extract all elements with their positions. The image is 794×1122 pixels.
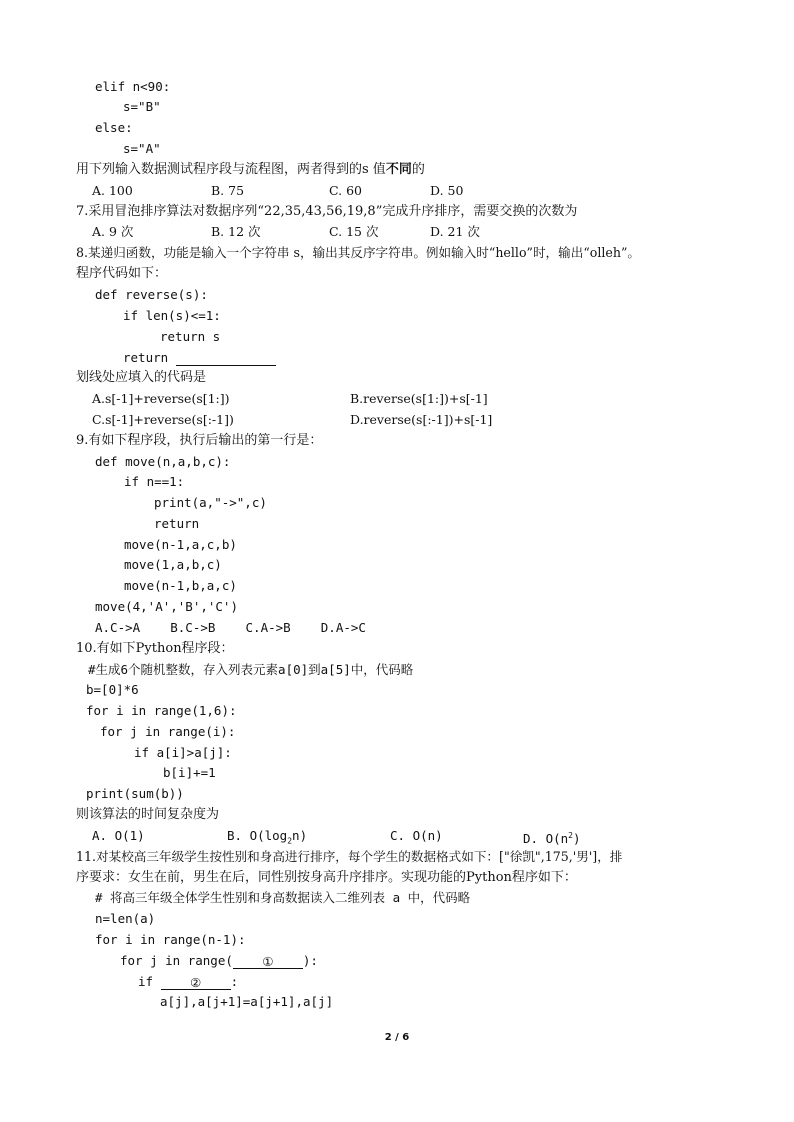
question-9-options: A.C->A B.C->B C.A->B D.A->C	[95, 620, 366, 635]
option-c: C. 15 次	[329, 224, 379, 239]
question-10-stem: 10.有如下Python程序段：	[76, 641, 234, 656]
answer-blank-2: ②	[161, 975, 231, 990]
code-line: else:	[95, 120, 133, 135]
option-c: C. O(n)	[390, 828, 443, 843]
code-line: if a[i]>a[j]:	[134, 745, 232, 760]
question-8-stem: 8.某递归函数，功能是输入一个字符串 s，输出其反序字符串。例如输入时“hello”时，输出“olleh”。	[76, 245, 641, 260]
page-number: 2 / 6	[384, 1032, 410, 1043]
code-line: n=len(a)	[95, 911, 156, 926]
question-9-stem: 9.有如下程序段，执行后输出的第一行是：	[76, 433, 323, 448]
code-line: if n==1:	[124, 474, 185, 489]
code-line: for j in range(i):	[100, 724, 236, 739]
code-line: def reverse(s):	[95, 287, 208, 302]
code-line: b=[0]*6	[86, 682, 139, 697]
option-d: D. 21 次	[430, 224, 480, 239]
option-c: C. 60	[329, 183, 362, 198]
question-6-stem: 用下列输入数据测试程序段与流程图，两者得到的s 值不同的	[76, 162, 425, 177]
question-11-stem-cont: 序要求：女生在前，男生在后，同性别按身高升序排序。实现功能的Python程序如下：	[76, 870, 577, 885]
code-line: move(n-1,a,c,b)	[124, 537, 237, 552]
code-line: return	[154, 516, 200, 531]
option-b: B.reverse(s[1:])+s[-1]	[350, 391, 488, 406]
answer-blank	[176, 351, 276, 366]
code-line: print(sum(b))	[86, 786, 184, 801]
answer-blank-1: ①	[233, 954, 303, 969]
code-comment: #生成6个随机整数，存入列表元素a[0]到a[5]中，代码略	[88, 662, 414, 677]
question-8-stem-cont: 程序代码如下：	[76, 266, 168, 281]
option-c: C.s[-1]+reverse(s[:-1])	[92, 412, 234, 427]
code-line: for j in range( ① ):	[120, 953, 318, 969]
option-a: A.s[-1]+reverse(s[1:])	[92, 391, 230, 406]
question-10-prompt: 则该算法的时间复杂度为	[76, 807, 220, 822]
option-d: D. 50	[430, 183, 464, 198]
code-line: return	[123, 350, 276, 366]
option-d: D.reverse(s[:-1])+s[-1]	[350, 412, 493, 427]
code-line: def move(n,a,b,c):	[95, 454, 231, 469]
code-line: s="A"	[123, 141, 161, 156]
code-line: for i in range(n-1):	[95, 932, 246, 947]
code-comment: # 将高三年级全体学生性别和身高数据读入二维列表 a 中，代码略	[95, 890, 471, 905]
option-b: B. $O(\log_2n)$	[227, 828, 308, 846]
option-a: A. O(1)	[92, 828, 145, 843]
question-11-stem: 11.对某校高三年级学生按性别和身高进行排序，每个学生的数据格式如下：["徐凯",175,'男']，排	[76, 849, 623, 864]
question-8-prompt: 划线处应填入的代码是	[76, 370, 207, 385]
code-line: for i in range(1,6):	[86, 703, 237, 718]
code-line: move(n-1,b,a,c)	[124, 578, 237, 593]
code-line: print(a,"->",c)	[154, 495, 267, 510]
code-line: a[j],a[j+1]=a[j+1],a[j]	[160, 994, 334, 1009]
code-line: move(4,'A','B','C')	[95, 599, 238, 614]
option-a: A. 9 次	[92, 224, 134, 239]
code-line: b[i]+=1	[163, 765, 216, 780]
option-a: A. 100	[92, 183, 133, 198]
question-7-stem: 7.采用冒泡排序算法对数据序列“22,35,43,56,19,8”完成升序排序，需要交换的次数为	[76, 204, 578, 219]
option-d: D. $O(n^2)$	[523, 831, 581, 847]
code-line: if ② :	[138, 974, 239, 990]
code-line: s="B"	[123, 99, 161, 114]
code-line: if len(s)<=1:	[123, 308, 221, 323]
code-line: return s	[160, 329, 221, 344]
option-b: B. 12 次	[211, 224, 261, 239]
option-b: B. 75	[211, 183, 245, 198]
code-line: elif n<90:	[95, 79, 171, 94]
code-line: move(1,a,b,c)	[124, 557, 222, 572]
